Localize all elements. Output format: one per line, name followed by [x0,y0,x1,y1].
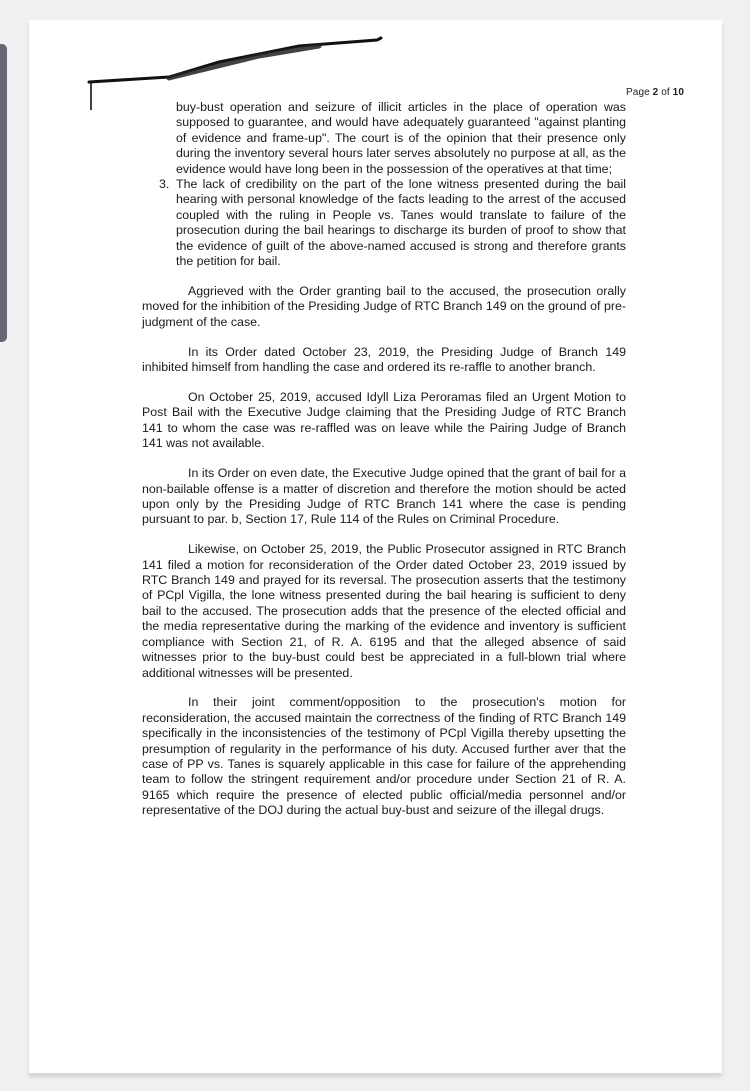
page-label: Page [626,87,650,98]
paragraph: Aggrieved with the Order granting bail to the accused, the prosecution orally moved for the inhibition of the Presiding Judge of RTC Branch 149 on the ground of pre-judgment of the case. [142,283,626,329]
list-item [159,177,626,269]
paragraph: In its Order on even date, the Executive Judge opined that the grant of bail for a non-bailable offense is a matter of discretion and therefore the motion should be acted upon only by the Presiding Judge of RTC Branch 141 where the case is pending pursuant to par. b, Section 17, Rule 114 of the Rules on Criminal Procedure. [142,466,626,527]
continued-list-text: buy-bust operation and seizure of illicit articles in the place of operation was supposed to guarantee, and would have adequately guaranteed "against planting of evidence and frame-up". The court is of the opinion that their presence only during the inventory several hours later serves absolutely no purpose at all, as the evidence would have long been in the possession of the operatives at that time; [176,100,626,176]
page-of: of [661,87,670,98]
side-panel-handle[interactable] [0,44,7,342]
document-body [142,100,626,819]
page-total: 10 [672,87,684,98]
list-item-number: 3. [159,177,170,192]
paragraph: In its Order dated October 23, 2019, the Presiding Judge of Branch 149 inhibited himself from handling the case and ordered its re-raffle to another branch. [142,344,626,375]
paragraph: Likewise, on October 25, 2019, the Public Prosecutor assigned in RTC Branch 141 filed a motion for reconsideration of the Order dated October 23, 2019 issued by RTC Branch 149 and prayed for its reversal. The prosecution asserts that the testimony of PCpl Vigilla, the lone witness presented during the bail hearing is sufficient to deny bail to the accused. The prosecution adds that the presence of the elected official and the media representative during the marking of the evidence and inventory is sufficient compliance with Section 21, of R. A. 6195 and that the alleged absence of said witnesses prior to the buy-bust could best be appreciated in a full-blown trial where additional witnesses will be presented. [142,542,626,680]
paragraph: On October 25, 2019, accused Idyll Liza Peroramas filed an Urgent Motion to Post Bail with the Executive Judge claiming that the Presiding Judge of RTC Branch 141 to whom the case was re-raffled was on leave while the Pairing Judge of Branch 141 was not available. [142,390,626,451]
paragraph: In their joint comment/opposition to the prosecution's motion for reconsideration, the accused maintain the correctness of the finding of RTC Branch 149 specifically in the inconsistencies of the testimony of PCpl Vigilla thereby upsetting the presumption of regularity in the performance of his duty. Accused further aver that the case of PP vs. Tanes is squarely applicable in this case for failure of the apprehending team to follow the stringent requirement and/or procedure under Section 21 of R. A. 9165 which require the presence of elected public official/media personnel and/or representative of the DOJ during the actual buy-bust and seizure of the illegal drugs. [142,695,626,818]
page-number [626,87,684,98]
pen-scribble-mark [59,30,389,110]
page-current: 2 [652,87,659,98]
document-page [29,20,722,1073]
list-item-text: The lack of credibility on the part of the lone witness presented during the bail hearing with personal knowledge of the facts leading to the arrest of the accused coupled with the ruling in People vs. Tanes would translate to failure of the prosecution during the bail hearings to discharge its burden of proof to show that the evidence of guilt of the above-named accused is strong and therefore grants the petition for bail. [176,177,626,269]
